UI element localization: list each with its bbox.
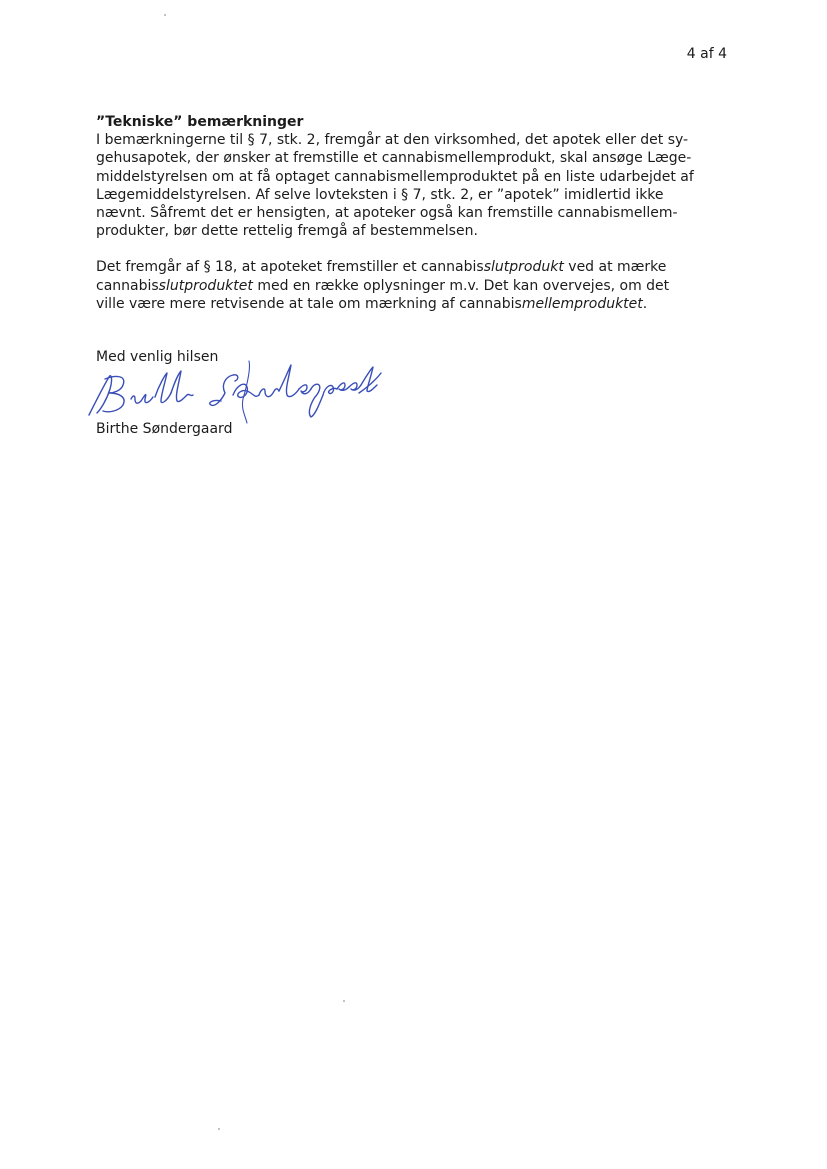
- paragraph-line: produkter, bør dette rettelig fremgå af bestemmelsen.: [96, 223, 478, 240]
- scan-speck: [343, 1000, 345, 1002]
- text-run: cannabis: [96, 277, 159, 294]
- paragraph-1: [96, 131, 736, 240]
- scan-speck: [164, 14, 166, 16]
- section-heading: ”Tekniske” bemærkninger: [96, 114, 304, 130]
- paragraph-line: Lægemiddelstyrelsen. Af selve lovteksten i § 7, stk. 2, er ”apotek” imidlertid ikke: [96, 186, 664, 203]
- page-number: 4 af 4: [686, 46, 727, 62]
- paragraph-line: nævnt. Såfremt det er hensigten, at apoteker også kan fremstille cannabismellem-: [96, 205, 678, 222]
- paragraph-line: [96, 277, 736, 295]
- italic-term: slutproduktet: [158, 277, 253, 294]
- paragraph-2: [96, 258, 736, 313]
- text-run: med en række oplysninger m.v. Det kan overvejes, om det: [252, 277, 670, 294]
- signature-ink: [89, 361, 381, 423]
- scan-speck: [218, 1128, 220, 1130]
- paragraph-line: [96, 258, 736, 276]
- paragraph-line: I bemærkningerne til § 7, stk. 2, fremgår at den virksomhed, det apotek eller det sy-: [96, 132, 689, 149]
- closing-greeting: Med venlig hilsen: [96, 349, 219, 365]
- paragraph-line: [96, 295, 736, 313]
- paragraph-line: gehusapotek, der ønsker at fremstille et cannabismellemprodukt, skal ansøge Læge-: [96, 150, 692, 167]
- text-run: Det fremgår af § 18, at apoteket fremstiller et cannabis: [96, 259, 484, 276]
- letter-body: [96, 113, 736, 331]
- text-run: ved at mærke: [563, 259, 667, 276]
- text-run: ville være mere retvisende at tale om mærkning af cannabis: [96, 295, 522, 312]
- italic-term: mellemproduktet: [521, 295, 643, 312]
- italic-term: slutprodukt: [483, 259, 564, 276]
- paragraph-line: middelstyrelsen om at få optaget cannabismellemproduktet på en liste udarbejdet af: [96, 168, 694, 185]
- text-run: .: [642, 295, 648, 312]
- signer-name: Birthe Søndergaard: [96, 421, 233, 437]
